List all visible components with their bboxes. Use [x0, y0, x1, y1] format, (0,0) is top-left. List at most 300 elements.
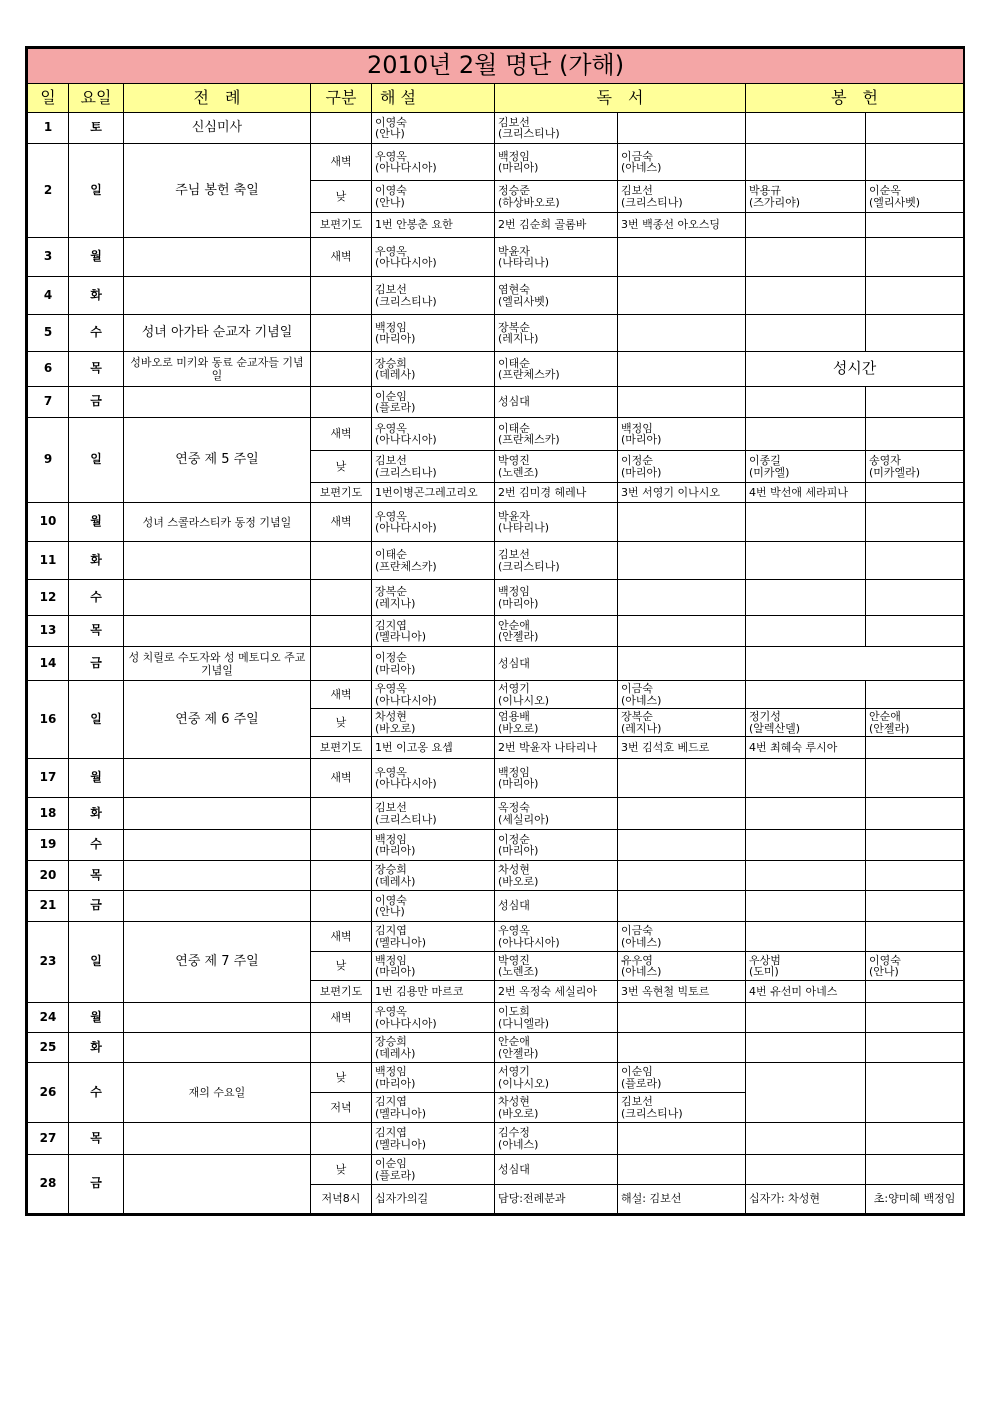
reading2-cell-line: (마리아)	[621, 433, 662, 446]
prayer-cell: 2번 김미경 헤레나	[495, 483, 618, 503]
weekday-cell: 수	[69, 830, 124, 861]
schedule-row	[28, 277, 964, 315]
category-cell	[311, 113, 372, 144]
reading1-cell	[495, 647, 618, 681]
schedule-sheet	[25, 46, 965, 1216]
commentary-cell	[372, 113, 495, 144]
commentary-cell-line: 백정임	[375, 320, 407, 334]
commentary-cell-line: 이영숙	[375, 115, 407, 129]
offering-cell	[866, 387, 964, 418]
reading2-cell	[618, 144, 746, 181]
reading2-cell	[618, 1123, 746, 1155]
commentary-cell	[372, 315, 495, 352]
commentary-cell-line: 백정임	[375, 953, 407, 967]
offering-cell-line: (미카엘라)	[869, 465, 921, 479]
commentary-cell-line: (크리스티나)	[375, 812, 437, 826]
liturgy-cell	[124, 387, 311, 418]
reading1-cell-line: 안순애	[498, 618, 530, 632]
reading1-cell	[495, 387, 618, 418]
offering-cell: 성시간	[746, 352, 964, 387]
offering-cell	[746, 922, 866, 952]
reading1-cell-line: (마리아)	[498, 844, 539, 857]
category-cell: 저녁	[311, 1093, 372, 1123]
commentary-cell-line: (크리스티나)	[375, 465, 437, 479]
offering-cell	[746, 1033, 866, 1063]
reading1-cell	[495, 1003, 618, 1033]
liturgy-cell	[124, 1155, 311, 1214]
offering-cell-line: 정기성	[749, 710, 781, 723]
reading1-cell-line: 정승준	[498, 184, 530, 197]
reading1-cell	[495, 1033, 618, 1063]
prayer-cell: 1번 안봉춘 요한	[372, 213, 495, 238]
commentary-cell-line: (멜라니아)	[375, 1106, 427, 1120]
commentary-cell-line: 김보선	[375, 801, 407, 814]
weekday-cell: 수	[69, 580, 124, 616]
reading2-cell-line: (아네스)	[621, 965, 662, 978]
reading1-cell	[495, 315, 618, 352]
category-cell	[311, 277, 372, 315]
offering-cell	[746, 798, 866, 830]
prayer-cell	[866, 981, 964, 1003]
reading1-cell	[495, 1123, 618, 1155]
weekday-cell: 화	[69, 798, 124, 830]
commentary-cell	[372, 181, 495, 213]
offering-cell	[746, 238, 866, 277]
reading1-cell	[495, 798, 618, 830]
reading2-cell-line: (마리아)	[621, 465, 662, 479]
reading1-cell-line: 이태순	[498, 356, 530, 370]
day-cell: 13	[28, 616, 69, 647]
commentary-cell	[372, 387, 495, 418]
day-cell: 10	[28, 503, 69, 542]
offering-cell	[866, 952, 964, 981]
commentary-cell-line: (아나다시아)	[375, 1016, 437, 1030]
offering-cell	[866, 238, 964, 277]
prayer-cell: 2번 박윤자 나타리나	[495, 737, 618, 759]
offering-cell	[746, 113, 866, 144]
day-cell: 20	[28, 861, 69, 891]
schedule-row	[28, 418, 964, 451]
reading2-cell	[618, 1003, 746, 1033]
reading1-cell-line: 김보선	[498, 115, 530, 129]
day-cell: 12	[28, 580, 69, 616]
reading1-cell-line: 차성현	[498, 1095, 530, 1108]
schedule-row	[28, 542, 964, 580]
offering-cell-line: (즈가리야)	[749, 195, 801, 209]
offering-cell-line: (안젤라)	[869, 721, 910, 735]
reading2-cell	[618, 830, 746, 861]
commentary-cell-line: (플로라)	[375, 401, 416, 414]
commentary-cell-line: (데레사)	[375, 874, 416, 888]
reading1-cell-line: (레지나)	[498, 332, 539, 345]
commentary-cell	[372, 1003, 495, 1033]
day-cell: 9	[28, 418, 69, 503]
schedule-row	[28, 759, 964, 798]
weekday-cell: 월	[69, 1003, 124, 1033]
prayer-cell	[866, 737, 964, 759]
commentary-cell-line: (안나)	[375, 195, 405, 209]
reading1-cell-line: 우영옥	[498, 924, 530, 937]
offering-cell	[866, 798, 964, 830]
category-cell: 낮	[311, 1063, 372, 1093]
commentary-cell-line: 이태순	[375, 548, 407, 561]
reading1-cell-line: (나타리나)	[498, 521, 550, 534]
day-cell: 16	[28, 681, 69, 759]
commentary-cell-line: 이순임	[375, 389, 407, 403]
offering-cell-line: 이순옥	[869, 184, 901, 197]
category-cell: 보편기도	[311, 737, 372, 759]
reading2-cell	[618, 418, 746, 451]
weekday-cell: 월	[69, 238, 124, 277]
commentary-cell	[372, 861, 495, 891]
offering-cell	[746, 1155, 866, 1185]
reading2-cell	[618, 1093, 746, 1123]
commentary-cell-line: 우영옥	[375, 765, 407, 779]
reading2-cell	[618, 315, 746, 352]
offering-cell-line: (미카엘)	[749, 465, 790, 479]
category-cell	[311, 861, 372, 891]
liturgy-cell: 성녀 스콜라스티카 동정 기념일	[124, 503, 311, 542]
reading1-cell	[495, 922, 618, 952]
reading2-cell-line: (아네스)	[621, 935, 662, 949]
weekday-cell: 일	[69, 144, 124, 238]
schedule-row	[28, 144, 964, 181]
liturgy-cell: 신심미사	[124, 113, 311, 144]
commentary-cell	[372, 759, 495, 798]
commentary-cell-line: (아나다시아)	[375, 693, 437, 707]
category-cell	[311, 315, 372, 352]
weekday-cell: 일	[69, 922, 124, 1003]
liturgy-cell	[124, 759, 311, 798]
reading1-cell-line: (바오로)	[498, 1106, 539, 1120]
reading1-cell-line: (프란체스카)	[498, 433, 560, 446]
offering-cell-line: (안나)	[869, 965, 899, 978]
offering-cell	[866, 1003, 964, 1033]
header-category: 구분	[311, 84, 372, 113]
schedule-row	[28, 861, 964, 891]
commentary-cell-line: (아나다시아)	[375, 521, 437, 534]
reading1-cell-line: (마리아)	[498, 161, 539, 174]
reading2-cell	[618, 1063, 746, 1093]
commentary-cell	[372, 542, 495, 580]
offering-cell	[866, 418, 964, 451]
category-cell: 새벽	[311, 681, 372, 709]
category-cell	[311, 580, 372, 616]
offering-cell	[746, 181, 866, 213]
commentary-cell-line: 김지엽	[375, 618, 407, 632]
offering-cell	[866, 542, 964, 580]
reading2-cell-line: (플로라)	[621, 1076, 662, 1090]
reading2-cell-line: (아네스)	[621, 693, 662, 707]
reading1-cell-line: 박윤자	[498, 244, 530, 258]
category-cell	[311, 798, 372, 830]
reading1-cell	[495, 181, 618, 213]
offering-cell	[866, 277, 964, 315]
commentary-cell-line: (크리스티나)	[375, 294, 437, 308]
day-cell: 27	[28, 1123, 69, 1155]
commentary-cell-line: (멜라니아)	[375, 935, 427, 949]
day-cell: 28	[28, 1155, 69, 1214]
reading1-cell-line: (아네스)	[498, 1137, 539, 1151]
commentary-cell-line: 김지엽	[375, 924, 407, 937]
reading2-cell-line: 백정임	[621, 421, 653, 435]
commentary-cell	[372, 144, 495, 181]
schedule-row	[28, 1063, 964, 1093]
reading1-cell-line: 박윤자	[498, 509, 530, 523]
offering-cell	[746, 542, 866, 580]
commentary-cell-line: 장승희	[375, 863, 407, 876]
commentary-cell	[372, 418, 495, 451]
offering-cell	[746, 616, 866, 647]
reading2-cell	[618, 1155, 746, 1185]
commentary-cell	[372, 352, 495, 387]
reading1-cell	[495, 580, 618, 616]
commentary-cell-line: 우영옥	[375, 1005, 407, 1018]
commentary-cell	[372, 580, 495, 616]
reading1-cell-line: 서영기	[498, 1065, 530, 1078]
liturgy-cell	[124, 1123, 311, 1155]
commentary-cell-line: 차성현	[375, 710, 407, 723]
schedule-row	[28, 238, 964, 277]
header-liturgy: 전 례	[124, 84, 311, 113]
reading1-cell-line: (프란체스카)	[498, 368, 560, 381]
offering-cell	[746, 418, 866, 451]
commentary-cell-line: 우영옥	[375, 509, 407, 523]
liturgy-cell: 성바오로 미키와 동료 순교자들 기념일	[124, 352, 311, 387]
reading1-cell-line: 엄용배	[498, 710, 530, 723]
category-cell	[311, 1033, 372, 1063]
reading1-cell	[495, 616, 618, 647]
commentary-cell	[372, 451, 495, 483]
commentary-cell-line: (바오로)	[375, 721, 416, 735]
prayer-cell	[866, 483, 964, 503]
reading1-cell-line: 박영진	[498, 454, 530, 467]
reading2-cell	[618, 891, 746, 922]
schedule-row	[28, 315, 964, 352]
category-cell: 새벽	[311, 238, 372, 277]
commentary-cell	[372, 503, 495, 542]
reading1-cell-line: (마리아)	[498, 596, 539, 610]
offering-cell	[746, 1123, 866, 1155]
reading2-cell	[618, 616, 746, 647]
reading2-cell	[618, 861, 746, 891]
offering-cell	[866, 144, 964, 181]
offering-cell	[746, 759, 866, 798]
commentary-cell-line: (데레사)	[375, 368, 416, 381]
commentary-cell-line: 우영옥	[375, 682, 407, 695]
category-cell: 보편기도	[311, 213, 372, 238]
commentary-cell	[372, 922, 495, 952]
prayer-cell: 2번 김순희 골롬바	[495, 213, 618, 238]
category-cell	[311, 387, 372, 418]
reading2-cell	[618, 759, 746, 798]
commentary-cell-line: (마리아)	[375, 332, 416, 345]
reading1-cell-line: 김수정	[498, 1126, 530, 1139]
schedule-row	[28, 798, 964, 830]
reading1-cell	[495, 1093, 618, 1123]
reading1-cell-line: (크리스티나)	[498, 559, 560, 573]
reading1-cell	[495, 681, 618, 709]
reading1-cell-line: (세실리아)	[498, 812, 550, 826]
reading1-cell	[495, 759, 618, 798]
reading2-cell	[618, 238, 746, 277]
reading2-cell	[618, 681, 746, 709]
liturgy-cell: 재의 수요일	[124, 1063, 311, 1123]
reading1-cell	[495, 418, 618, 451]
reading1-cell-line: 이도희	[498, 1005, 530, 1018]
category-cell	[311, 830, 372, 861]
offering-cell	[746, 315, 866, 352]
reading1-cell-line: 이정순	[498, 832, 530, 846]
page-title: 2010년 2월 명단 (가해)	[28, 49, 964, 84]
prayer-cell: 초:양미혜 백정임	[866, 1185, 964, 1214]
offering-cell-line: 박용규	[749, 184, 781, 197]
offering-cell	[746, 681, 866, 709]
category-cell: 낮	[311, 1155, 372, 1185]
commentary-cell-line: (아나다시아)	[375, 433, 437, 446]
category-cell	[311, 1123, 372, 1155]
prayer-cell: 3번 서영기 이나시오	[618, 483, 746, 503]
commentary-cell-line: (멜라니아)	[375, 630, 427, 643]
reading2-cell	[618, 952, 746, 981]
reading1-cell-line: 성심대	[498, 395, 530, 409]
liturgy-cell	[124, 238, 311, 277]
offering-cell	[866, 830, 964, 861]
schedule-row	[28, 616, 964, 647]
offering-cell-line: 이영숙	[869, 953, 901, 967]
commentary-cell-line: (마리아)	[375, 1076, 416, 1090]
reading1-cell	[495, 1063, 618, 1093]
commentary-cell-line: 우영옥	[375, 149, 407, 163]
reading1-cell-line: (마리아)	[498, 777, 539, 790]
commentary-cell	[372, 681, 495, 709]
commentary-cell	[372, 1093, 495, 1123]
header-commentary: 해 설	[372, 84, 495, 113]
liturgy-cell	[124, 798, 311, 830]
weekday-cell: 목	[69, 616, 124, 647]
commentary-cell	[372, 1033, 495, 1063]
offering-cell	[866, 1123, 964, 1155]
offering-cell	[866, 616, 964, 647]
schedule-row	[28, 1003, 964, 1033]
category-cell	[311, 616, 372, 647]
commentary-cell-line: 장승희	[375, 1035, 407, 1048]
offering-cell	[866, 503, 964, 542]
reading1-cell-line: (하상바오로)	[498, 195, 560, 209]
category-cell: 새벽	[311, 1003, 372, 1033]
offering-cell	[746, 451, 866, 483]
schedule-table	[27, 48, 964, 1214]
liturgy-cell: 연중 제 7 주일	[124, 922, 311, 1003]
commentary-cell-line: (마리아)	[375, 965, 416, 978]
weekday-cell: 목	[69, 861, 124, 891]
category-cell	[311, 891, 372, 922]
offering-cell	[866, 709, 964, 737]
prayer-cell	[866, 213, 964, 238]
offering-cell	[866, 1033, 964, 1063]
weekday-cell: 금	[69, 1155, 124, 1214]
liturgy-cell: 연중 제 5 주일	[124, 418, 311, 503]
commentary-cell-line: (마리아)	[375, 662, 416, 676]
offering-cell	[746, 830, 866, 861]
reading1-cell	[495, 542, 618, 580]
reading2-cell	[618, 113, 746, 144]
category-cell: 보편기도	[311, 981, 372, 1003]
offering-cell-line: 이종길	[749, 454, 781, 467]
prayer-cell: 4번 박선애 세라피나	[746, 483, 866, 503]
prayer-cell: 1번이병곤그레고리오	[372, 483, 495, 503]
day-cell: 5	[28, 315, 69, 352]
commentary-cell	[372, 1123, 495, 1155]
schedule-row	[28, 580, 964, 616]
reading2-cell	[618, 503, 746, 542]
liturgy-cell: 성녀 아가타 순교자 기념일	[124, 315, 311, 352]
weekday-cell: 목	[69, 352, 124, 387]
liturgy-cell	[124, 861, 311, 891]
weekday-cell: 수	[69, 1063, 124, 1123]
commentary-cell-line: (데레사)	[375, 1046, 416, 1060]
day-cell: 14	[28, 647, 69, 681]
weekday-cell: 금	[69, 387, 124, 418]
commentary-cell-line: 장승희	[375, 356, 407, 370]
offering-cell	[866, 759, 964, 798]
reading2-cell	[618, 181, 746, 213]
reading2-cell	[618, 798, 746, 830]
reading2-cell	[618, 387, 746, 418]
header-weekday: 요일	[69, 84, 124, 113]
prayer-cell: 1번 이고옹 요셉	[372, 737, 495, 759]
liturgy-cell	[124, 1033, 311, 1063]
offering-cell-line: (알렉산델)	[749, 721, 801, 735]
schedule-row	[28, 1033, 964, 1063]
reading1-cell-line: 성심대	[498, 899, 530, 913]
reading1-cell-line: (나타리나)	[498, 256, 550, 269]
offering-cell	[866, 891, 964, 922]
reading1-cell-line: 옥정숙	[498, 801, 530, 814]
offering-cell	[746, 952, 866, 981]
prayer-cell	[746, 213, 866, 238]
commentary-cell-line: 김보선	[375, 454, 407, 467]
reading1-cell	[495, 952, 618, 981]
offering-cell-line: 안순애	[869, 710, 901, 723]
commentary-cell-line: (안나)	[375, 127, 405, 140]
offering-cell	[866, 681, 964, 709]
day-cell: 23	[28, 922, 69, 1003]
reading1-cell-line: 성심대	[498, 1162, 530, 1176]
offering-cell	[866, 580, 964, 616]
reading1-cell	[495, 238, 618, 277]
offering-cell	[746, 144, 866, 181]
reading2-cell	[618, 1033, 746, 1063]
commentary-cell-line: (레지나)	[375, 596, 416, 610]
commentary-cell-line: (마리아)	[375, 844, 416, 857]
prayer-cell: 4번 최혜숙 루시아	[746, 737, 866, 759]
reading2-cell-line: 이순임	[621, 1065, 653, 1078]
commentary-cell-line: 장복순	[375, 585, 407, 598]
day-cell: 7	[28, 387, 69, 418]
offering-cell	[866, 181, 964, 213]
weekday-cell: 월	[69, 759, 124, 798]
prayer-cell: 십자가: 차성현	[746, 1185, 866, 1214]
reading2-cell-line: 장복순	[621, 710, 653, 723]
prayer-cell: 4번 유선미 아네스	[746, 981, 866, 1003]
offering-cell-line: (도미)	[749, 965, 779, 978]
prayer-cell: 2번 옥정숙 세실리아	[495, 981, 618, 1003]
reading1-cell	[495, 503, 618, 542]
commentary-cell-line: 김보선	[375, 283, 407, 296]
offering-cell-line: 우상범	[749, 953, 781, 967]
commentary-cell-line: (아나다시아)	[375, 256, 437, 269]
